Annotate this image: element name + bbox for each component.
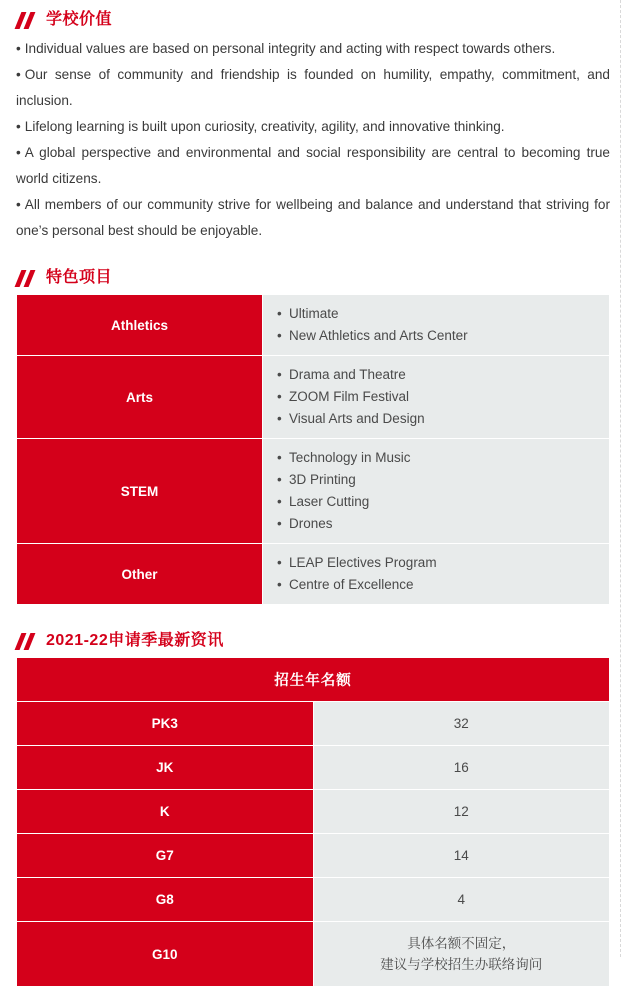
admissions-table	[16, 657, 610, 987]
list-item: • LEAP Electives Program	[277, 552, 609, 574]
list-item: • Technology in Music	[277, 447, 609, 469]
list-item: • Laser Cutting	[277, 491, 609, 513]
grade-label: G8	[17, 878, 314, 922]
value-line	[16, 62, 610, 114]
list-item: • ZOOM Film Festival	[277, 386, 609, 408]
page-edge-decoration	[620, 0, 621, 957]
section-header-features	[16, 258, 610, 288]
table-row	[17, 922, 610, 987]
seat-count: 14	[313, 834, 610, 878]
value-text: All members of our community strive for wellbeing and balance and understand that striving for one’s personal best should be enjoyable.	[16, 197, 610, 238]
list-item: • New Athletics and Arts Center	[277, 325, 609, 347]
seat-count: 12	[313, 790, 610, 834]
bullet-icon: •	[16, 41, 21, 56]
seat-count: 32	[313, 702, 610, 746]
value-text: Individual values are based on personal integrity and acting with respect towards others.	[24, 41, 556, 56]
table-row	[17, 746, 610, 790]
grade-label: G7	[17, 834, 314, 878]
table-row	[17, 544, 610, 605]
bullet-icon: •	[16, 197, 21, 212]
table-row	[17, 439, 610, 544]
table-row	[17, 834, 610, 878]
feature-items	[263, 439, 610, 544]
list-item: • Drama and Theatre	[277, 364, 609, 386]
grade-label: PK3	[17, 702, 314, 746]
table-row	[17, 702, 610, 746]
table-row	[17, 356, 610, 439]
table-row	[17, 790, 610, 834]
value-line	[16, 36, 610, 62]
list-item: • Visual Arts and Design	[277, 408, 609, 430]
list-item: • Centre of Excellence	[277, 574, 609, 596]
feature-label: Athletics	[17, 295, 263, 356]
table-row	[17, 295, 610, 356]
bullet-icon: •	[16, 67, 21, 82]
grade-label: G10	[17, 922, 314, 987]
feature-items	[263, 356, 610, 439]
value-text: A global perspective and environmental and social responsibility are central to becoming true world citizens.	[16, 145, 610, 186]
feature-items	[263, 295, 610, 356]
seat-count-note	[313, 922, 610, 987]
section-header-admissions	[16, 621, 610, 651]
list-item: • 3D Printing	[277, 469, 609, 491]
values-list	[16, 36, 610, 244]
double-slash-icon	[16, 11, 38, 29]
value-text: Our sense of community and friendship is founded on humility, empathy, commitment, and inclusion.	[16, 67, 610, 108]
value-line	[16, 192, 610, 244]
seat-count: 4	[313, 878, 610, 922]
seat-count: 16	[313, 746, 610, 790]
double-slash-icon	[16, 632, 38, 650]
bullet-icon: •	[16, 119, 21, 134]
value-text: Lifelong learning is built upon curiosity, creativity, agility, and innovative thinking.	[24, 119, 505, 134]
seat-note-line-1: 具体名额不固定，	[407, 936, 516, 951]
feature-label: Other	[17, 544, 263, 605]
value-line	[16, 114, 610, 140]
admissions-table-header: 招生年名额	[17, 658, 610, 702]
feature-label: STEM	[17, 439, 263, 544]
section-title-admissions: 2021-22申请季最新资讯	[46, 632, 224, 649]
table-row	[17, 878, 610, 922]
feature-items	[263, 544, 610, 605]
features-table	[16, 294, 610, 605]
grade-label: K	[17, 790, 314, 834]
list-item: • Drones	[277, 513, 609, 535]
feature-label: Arts	[17, 356, 263, 439]
section-header-values	[16, 0, 610, 30]
table-header-row	[17, 658, 610, 702]
bullet-icon: •	[16, 145, 21, 160]
list-item: • Ultimate	[277, 303, 609, 325]
section-title-features: 特色项目	[46, 269, 113, 286]
value-line	[16, 140, 610, 192]
section-title-values: 学校价值	[46, 11, 113, 28]
double-slash-icon	[16, 269, 38, 287]
seat-note-line-2: 建议与学校招生办联络询问	[380, 957, 543, 972]
grade-label: JK	[17, 746, 314, 790]
